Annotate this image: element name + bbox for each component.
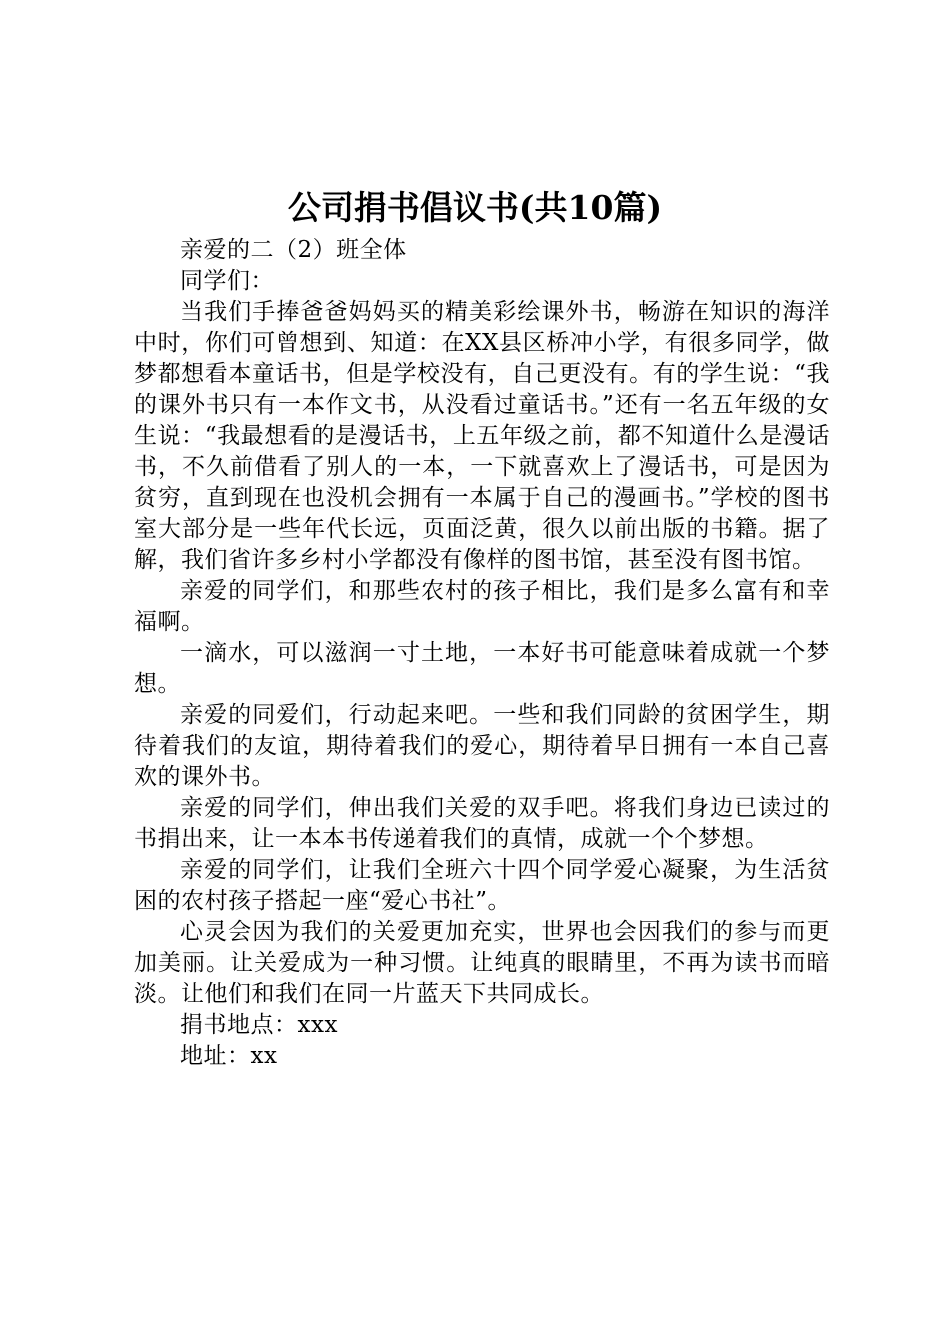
paragraph-salutation-line2: 同学们：	[180, 268, 274, 294]
donation-address: 地址：xx	[180, 1043, 278, 1069]
donation-location: 捐书地点：xxx	[180, 1012, 338, 1038]
paragraph: 亲爱的同学们，和那些农村的孩子相比，我们是多么富有和幸福啊。	[134, 578, 830, 635]
paragraph: 心灵会因为我们的关爱更加充实，世界也会因我们的参与而更加美丽。让关爱成为一种习惯。让纯真的眼睛里，不再为读书而暗淡。让他们和我们在同一片蓝天下共同成长。	[134, 919, 830, 1007]
document-body	[134, 235, 830, 1072]
paragraph: 当我们手捧爸爸妈妈买的精美彩绘课外书，畅游在知识的海洋中时，你们可曾想到、知道：在XX县区桥冲小学，有很多同学，做梦都想看本童话书，但是学校没有，自己更没有。有的学生说：“我的课外书只有一本作文书，从没看过童话书。”还有一名五年级的女生说：“我最想看的是漫话书，上五年级之前，都不知道什么是漫话书，不久前借看了别人的一本，一下就喜欢上了漫话书，可是因为贫穷，直到现在也没机会拥有一本属于自己的漫画书。”学校的图书室大部分是一些年代长远，页面泛黄，很久以前出版的书籍。据了解，我们省许多乡村小学都没有像样的图书馆，甚至没有图书馆。	[134, 299, 830, 573]
paragraph: 一滴水，可以滋润一寸土地，一本好书可能意味着成就一个梦想。	[134, 640, 830, 697]
paragraph: 亲爱的同爱们，行动起来吧。一些和我们同龄的贫困学生，期待着我们的友谊，期待着我们的爱心，期待着早日拥有一本自己喜欢的课外书。	[134, 702, 830, 790]
document-title: 公司捐书倡议书(共10篇)	[287, 188, 663, 227]
paragraph-salutation-line1: 亲爱的二（2）班全体	[180, 237, 407, 263]
paragraph: 亲爱的同学们，让我们全班六十四个同学爱心凝聚，为生活贫困的农村孩子搭起一座“爱心书社”。	[134, 857, 830, 914]
paragraph: 亲爱的同学们，伸出我们关爱的双手吧。将我们身边已读过的书捐出来，让一本本书传递着我们的真情，成就一个个梦想。	[134, 795, 830, 852]
